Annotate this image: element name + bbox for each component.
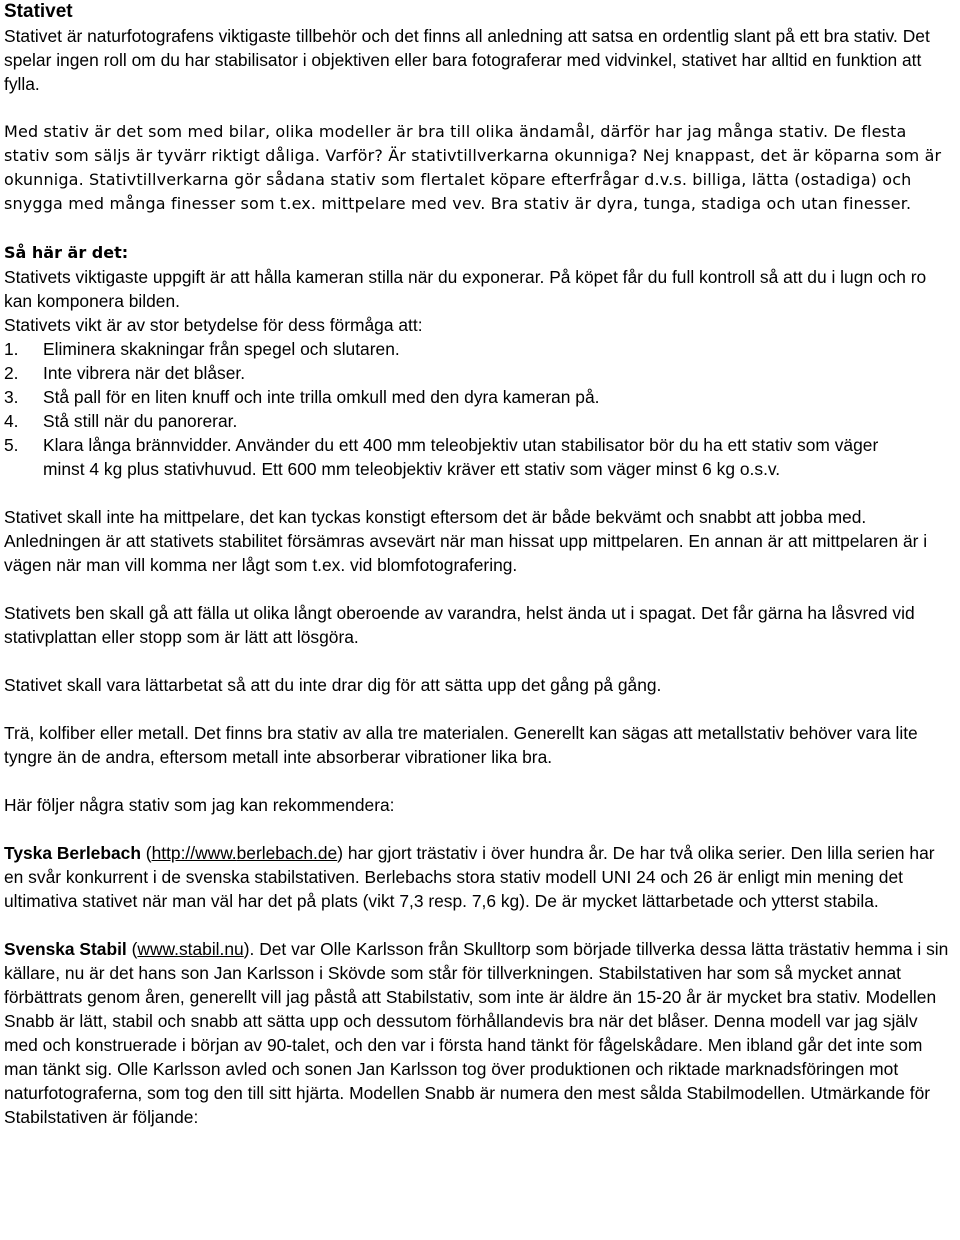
berlebach-name: Tyska Berlebach [4, 843, 141, 863]
list-item: 3. Stå pall för en liten knuff och inte trilla omkull med den dyra kameran på. [4, 387, 600, 407]
requirements-list [4, 337, 956, 481]
intro-paragraph: Stativet är naturfotografens viktigaste tillbehör och det finns all anledning att satsa en ordentlig slant på ett bra stativ. Det spelar ingen roll om du har stabilisator i objektiven eller bara fotograferar med vidvinkel, stativet har alltid en funktion att fylla. [4, 26, 930, 94]
document [4, 0, 956, 1129]
list-item: 1. Eliminera skakningar från spegel och slutaren. [4, 339, 400, 359]
importance-paragraph: Stativets vikt är av stor betydelse för dess förmåga att: [4, 315, 423, 335]
page-title: Stativet [4, 1, 73, 22]
berlebach-paragraph: Tyska Berlebach (http://www.berlebach.de) har gjort trästativ i över hundra år. De har två olika serier. Den lilla serien har en svår konkurrent i de svenska stabilstativen. Berlebachs stora stativ modell UNI 24 och 26 är enligt min mening det ultimativa stativet när man väl har det på plats (vikt 7,3 resp. 7,6 kg). De är mycket lättarbetade och ytterst stabila. [4, 843, 935, 911]
stabil-paragraph: Svenska Stabil (www.stabil.nu). Det var Olle Karlsson från Skulltorp som började tillverka dessa lätta trästativ hemma i sin källare, nu är det hans son Jan Karlsson i Skövde som står för tillverkningen. Stabilstativen har som så mycket annat förbättrats genom åren, generellt vill jag påstå att Stabilstativ, som inte är äldre än 15-20 år är mycket bra stativ. Modellen Snabb är lätt, stabil och snabb att sätta upp och dessutom förhållandevis bra när det blåser. Denna modell var jag själv med och konstruerade i början av 90-talet, och den var i första hand tänkt för fågelskådare. Men ibland går det inte som man tänkt sig. Olle Karlsson avled och sonen Jan Karlsson tog över produktionen och riktade marknadsföringen mot naturfotograferna, som tog den till sitt hjärta. Modellen Snabb är numera den mest sålda Stabilmodellen. Utmärkande för Stabilstativen är följande: [4, 939, 949, 1127]
list-item-continuation: minst 4 kg plus stativhuvud. Ett 600 mm teleobjektiv kräver ett stativ som väger minst 6 kg o.s.v. [43, 459, 781, 479]
easy-paragraph: Stativet skall vara lättarbetat så att du inte drar dig för att sätta upp det gång på gång. [4, 675, 662, 695]
recommend-paragraph: Här följer några stativ som jag kan rekommendera: [4, 795, 395, 815]
stabil-name: Svenska Stabil [4, 939, 127, 959]
list-item: 2. Inte vibrera när det blåser. [4, 363, 246, 383]
materials-paragraph: Trä, kolfiber eller metall. Det finns bra stativ av alla tre materialen. Generellt kan sägas att metallstativ behöver vara lite tyngre än de andra, eftersom metall inte absorberar vibrationer lika bra. [4, 723, 918, 767]
models-paragraph: Med stativ är det som med bilar, olika modeller är bra till olika ändamål, därför har jag många stativ. De flesta stativ som säljs är tyvärr riktigt dåliga. Varför? Är stativtillverkarna okunniga? Nej knappast, det är köparna som är okunniga. Stativtillverkarna gör sådana stativ som flertalet köpare efterfrågar d.v.s. billiga, lätta (ostadiga) och snygga med många finesser som t.ex. mittpelare med vev. Bra stativ är dyra, tunga, stadiga och utan finesser. [4, 122, 942, 213]
list-item: 5. Klara långa brännvidder. Använder du ett 400 mm teleobjektiv utan stabilisator bör du ha ett stativ som väger [4, 435, 879, 455]
berlebach-link[interactable]: http://www.berlebach.de [151, 843, 338, 863]
stabil-link[interactable]: www.stabil.nu [137, 939, 244, 959]
list-item: 4. Stå still när du panorerar. [4, 411, 238, 431]
center-column-paragraph: Stativet skall inte ha mittpelare, det kan tyckas konstigt eftersom det är både bekvämt och snabbt att jobba med. Anledningen är att stativets stabilitet försämras avsevärt när man hissat upp mittpelaren. En annan är att mittpelaren är i vägen när man vill komma ner lågt som t.ex. vid blomfotografering. [4, 507, 928, 575]
task-paragraph: Stativets viktigaste uppgift är att hålla kameran stilla när du exponerar. På köpet får du full kontroll så att du i lugn och ro kan komponera bilden. [4, 267, 927, 311]
legs-paragraph: Stativets ben skall gå att fälla ut olika långt oberoende av varandra, helst ända ut i spagat. Det får gärna ha låsvred vid stativplattan eller stopp som är lätt att lösgöra. [4, 603, 915, 647]
section-heading: Så här är det: [4, 243, 129, 262]
